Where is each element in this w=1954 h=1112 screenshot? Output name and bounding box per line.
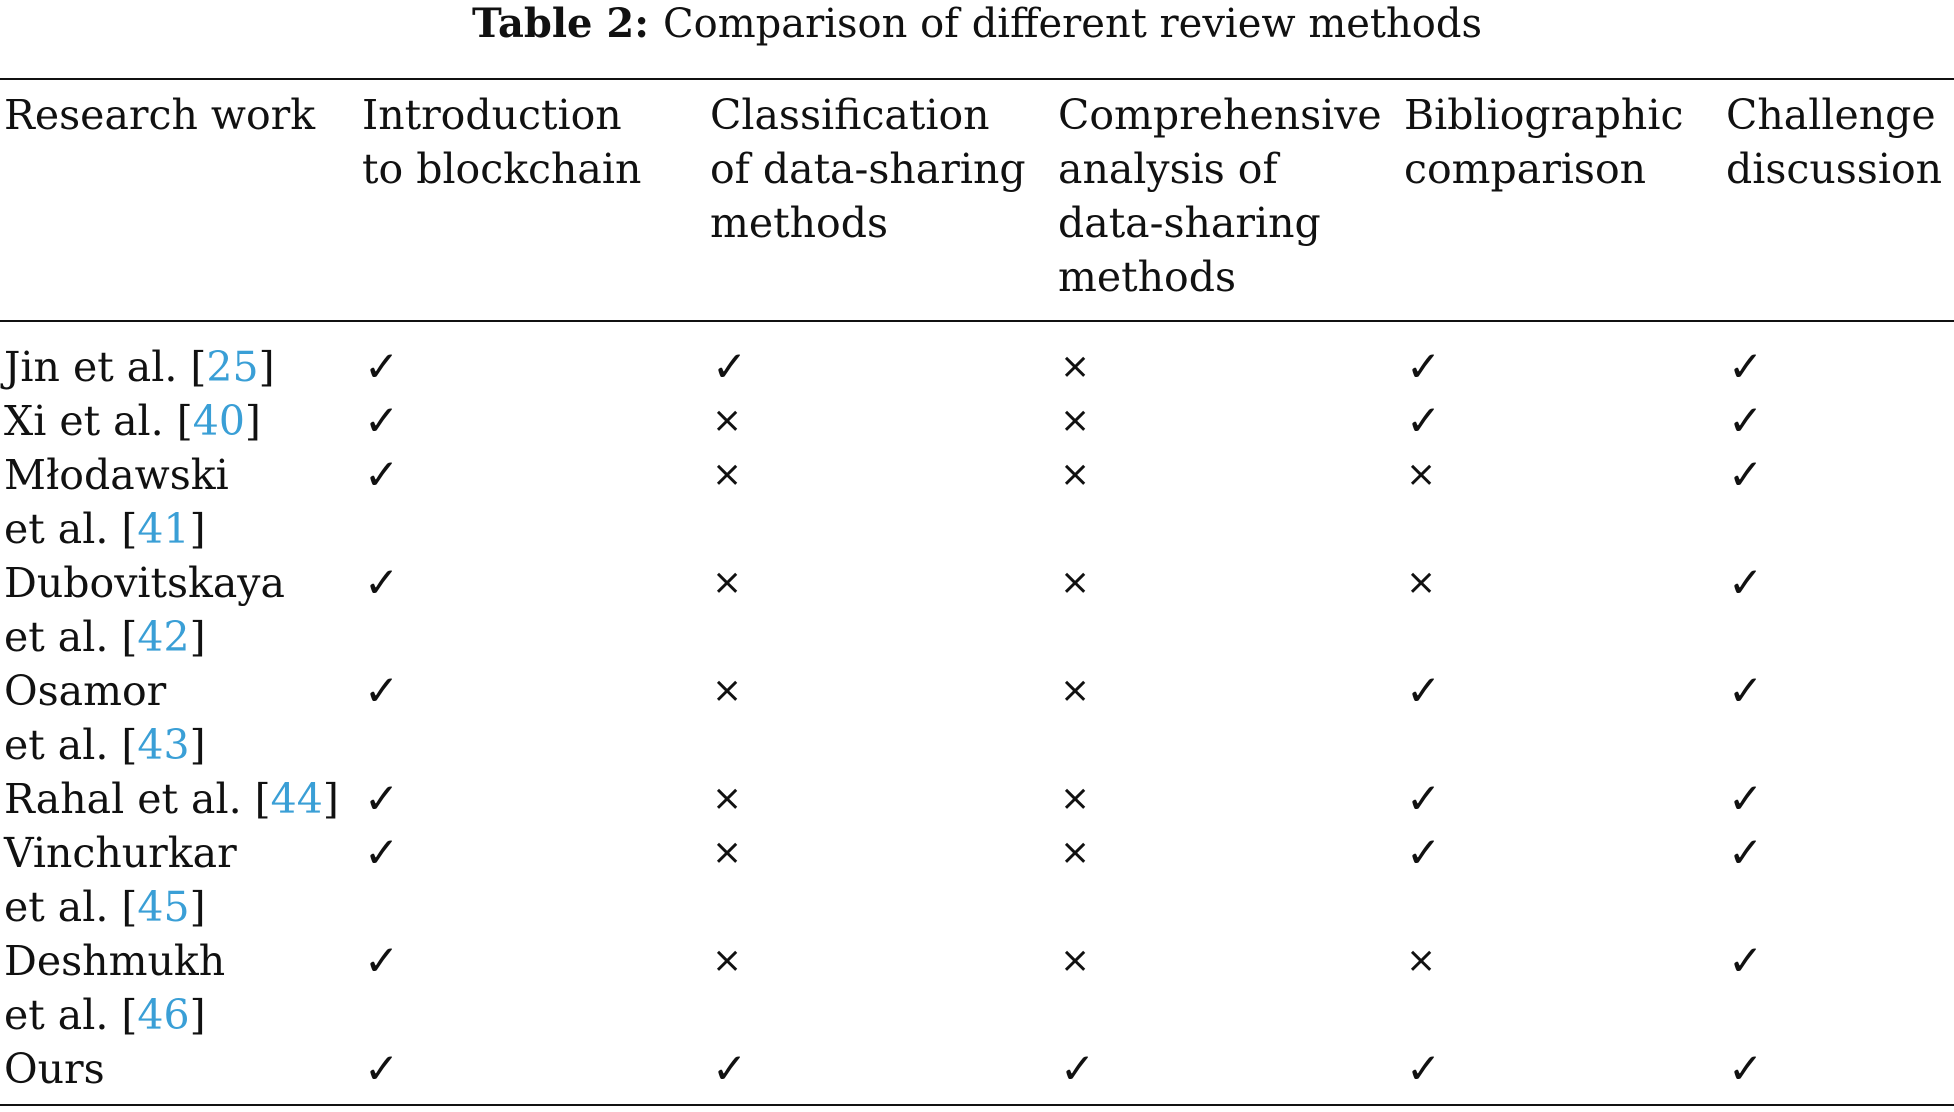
column-header-line: analysis of [1058, 145, 1278, 193]
column-header-line: discussion [1726, 145, 1943, 193]
check-mark-icon: ✓ [1728, 666, 1764, 715]
check-mark-icon: ✓ [364, 936, 400, 985]
check-mark-icon: ✓ [364, 666, 400, 715]
citation-link[interactable]: 44 [270, 775, 323, 823]
citation-bracket: ] [189, 991, 206, 1039]
column-header [1404, 88, 1683, 196]
cross-mark-icon: × [1406, 940, 1437, 981]
research-work-cell [4, 772, 339, 826]
research-work-line [4, 394, 261, 448]
column-header [1726, 88, 1942, 196]
citation-link[interactable]: 43 [137, 721, 190, 769]
cross-mark-icon: × [712, 940, 743, 981]
citation-bracket: ] [258, 343, 275, 391]
column-header-line: of data-sharing [710, 145, 1026, 193]
research-work-text: Deshmukh [4, 937, 226, 985]
column-header-line: Classification [710, 91, 990, 139]
check-mark-icon: ✓ [1728, 774, 1764, 823]
column-header-line: Bibliographic [1404, 91, 1684, 139]
check-mark-icon: ✓ [1728, 558, 1764, 607]
research-work-cell [4, 556, 285, 664]
column-header-line: Introduction [362, 91, 622, 139]
citation-link[interactable]: 40 [192, 397, 245, 445]
citation-link[interactable]: 25 [206, 343, 259, 391]
column-header-line: methods [1058, 253, 1236, 301]
citation-bracket: ] [189, 613, 206, 661]
column-header [4, 88, 315, 142]
research-work-cell [4, 826, 237, 934]
check-mark-icon: ✓ [1060, 1044, 1096, 1093]
cross-mark-icon: × [1060, 778, 1091, 819]
research-work-line [4, 664, 206, 718]
research-work-text: Dubovitskaya [4, 559, 285, 607]
research-work-cell [4, 448, 229, 556]
research-work-line [4, 340, 275, 394]
cross-mark-icon: × [712, 778, 743, 819]
research-work-text: et al. [ [4, 721, 138, 769]
cross-mark-icon: × [1060, 562, 1091, 603]
research-work-text: et al. [ [4, 991, 138, 1039]
research-work-text: Xi et al. [ [4, 397, 193, 445]
check-mark-icon: ✓ [1728, 936, 1764, 985]
research-work-text: Młodawski [4, 451, 229, 499]
caption-text: Comparison of different review methods [663, 1, 1482, 47]
citation-link[interactable]: 41 [137, 505, 190, 553]
column-header-line: Research work [4, 91, 316, 139]
research-work-line [4, 502, 229, 556]
cross-mark-icon: × [1060, 400, 1091, 441]
research-work-text: Rahal et al. [ [4, 775, 271, 823]
research-work-line [4, 1042, 105, 1096]
research-work-line [4, 772, 339, 826]
research-work-line [4, 556, 285, 610]
check-mark-icon: ✓ [364, 396, 400, 445]
citation-link[interactable]: 45 [137, 883, 190, 931]
cross-mark-icon: × [712, 670, 743, 711]
check-mark-icon: ✓ [364, 342, 400, 391]
cross-mark-icon: × [1060, 454, 1091, 495]
check-mark-icon: ✓ [364, 774, 400, 823]
column-header [362, 88, 641, 196]
research-work-text: Osamor [4, 667, 167, 715]
citation-bracket: ] [322, 775, 339, 823]
research-work-line [4, 934, 225, 988]
check-mark-icon: ✓ [1728, 828, 1764, 877]
cross-mark-icon: × [712, 454, 743, 495]
cross-mark-icon: × [1060, 832, 1091, 873]
column-header-line: comparison [1404, 145, 1647, 193]
column-header-line: to blockchain [362, 145, 642, 193]
research-work-cell [4, 1042, 105, 1096]
research-work-cell [4, 340, 275, 394]
column-header-line: Challenge [1726, 91, 1936, 139]
citation-bracket: ] [189, 505, 206, 553]
check-mark-icon: ✓ [1728, 396, 1764, 445]
check-mark-icon: ✓ [1406, 396, 1442, 445]
citation-bracket: ] [244, 397, 261, 445]
check-mark-icon: ✓ [1406, 828, 1442, 877]
cross-mark-icon: × [1406, 562, 1437, 603]
research-work-line [4, 610, 285, 664]
research-work-text: et al. [ [4, 613, 138, 661]
citation-link[interactable]: 46 [137, 991, 190, 1039]
check-mark-icon: ✓ [364, 558, 400, 607]
check-mark-icon: ✓ [1406, 342, 1442, 391]
research-work-text: Ours [4, 1045, 105, 1093]
research-work-cell [4, 934, 225, 1042]
cross-mark-icon: × [712, 400, 743, 441]
check-mark-icon: ✓ [1728, 450, 1764, 499]
research-work-text: Vinchurkar [4, 829, 237, 877]
caption-label: Table 2: [472, 0, 650, 47]
check-mark-icon: ✓ [1406, 666, 1442, 715]
cross-mark-icon: × [1060, 670, 1091, 711]
research-work-line [4, 448, 229, 502]
research-work-text: et al. [ [4, 505, 138, 553]
cross-mark-icon: × [1060, 940, 1091, 981]
check-mark-icon: ✓ [1728, 342, 1764, 391]
research-work-cell [4, 664, 206, 772]
check-mark-icon: ✓ [1406, 1044, 1442, 1093]
research-work-line [4, 880, 237, 934]
cross-mark-icon: × [1060, 346, 1091, 387]
citation-bracket: ] [189, 721, 206, 769]
research-work-cell [4, 394, 261, 448]
check-mark-icon: ✓ [364, 1044, 400, 1093]
column-header-line: methods [710, 199, 888, 247]
column-header-line: Comprehensive [1058, 91, 1382, 139]
check-mark-icon: ✓ [712, 342, 748, 391]
research-work-text: et al. [ [4, 883, 138, 931]
cross-mark-icon: × [712, 562, 743, 603]
column-header-line: data-sharing [1058, 199, 1321, 247]
citation-link[interactable]: 42 [137, 613, 190, 661]
cross-mark-icon: × [712, 832, 743, 873]
check-mark-icon: ✓ [1728, 1044, 1764, 1093]
check-mark-icon: ✓ [712, 1044, 748, 1093]
check-mark-icon: ✓ [1406, 774, 1442, 823]
citation-bracket: ] [189, 883, 206, 931]
research-work-line [4, 718, 206, 772]
research-work-line [4, 826, 237, 880]
research-work-line [4, 988, 225, 1042]
check-mark-icon: ✓ [364, 450, 400, 499]
check-mark-icon: ✓ [364, 828, 400, 877]
cross-mark-icon: × [1406, 454, 1437, 495]
column-header [1058, 88, 1382, 304]
column-header [710, 88, 1026, 250]
research-work-text: Jin et al. [ [4, 343, 207, 391]
